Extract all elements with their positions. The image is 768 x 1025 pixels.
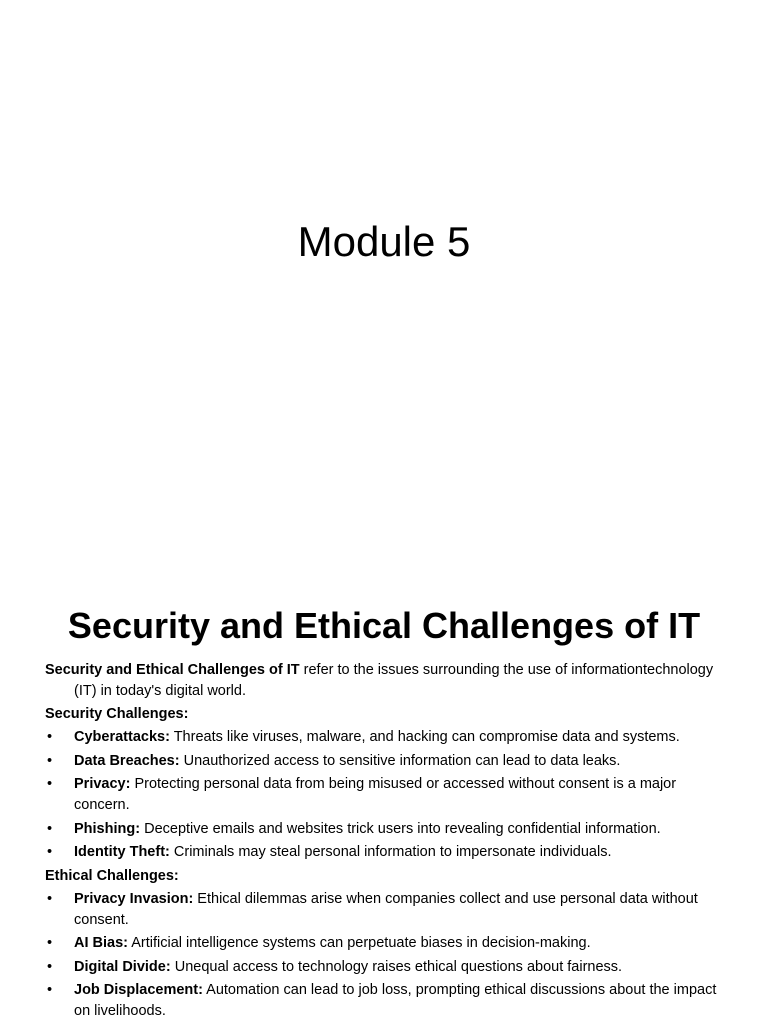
item-term: Job Displacement:: [74, 982, 203, 998]
bullet-icon: •: [47, 958, 53, 975]
list-item: [45, 751, 735, 772]
ethical-challenges-heading: Ethical Challenges:: [45, 867, 179, 884]
item-term: Identity Theft:: [74, 844, 170, 860]
security-challenges-list: [45, 727, 735, 863]
list-item: [45, 774, 735, 816]
list-item: [45, 727, 735, 748]
intro-text: refer to the issues surrounding the use of informationtechnology (IT) in today's digital world.: [74, 662, 714, 699]
list-item: [45, 980, 735, 1022]
security-challenges-heading: Security Challenges:: [45, 706, 189, 722]
bullet-icon: •: [47, 820, 53, 837]
bullet-icon: •: [47, 982, 53, 998]
item-term: Phishing:: [74, 820, 141, 837]
item-text: Deceptive emails and websites trick users into revealing confidential information.: [140, 820, 661, 837]
list-item: [45, 933, 735, 954]
slide-content: [45, 660, 735, 1025]
item-term: Privacy Invasion:: [74, 890, 194, 907]
item-text: Unequal access to technology raises ethical questions about fairness.: [170, 958, 623, 975]
item-text: Ethical dilemmas arise when companies collect and use personal data without consent.: [74, 890, 698, 928]
list-item: [45, 889, 735, 931]
bullet-icon: •: [47, 752, 53, 769]
item-term: AI Bias:: [74, 935, 128, 951]
item-text: Criminals may steal personal information to impersonate individuals.: [169, 844, 612, 860]
item-text: Automation can lead to job loss, prompting ethical discussions about the impact on livelihoods.: [74, 982, 717, 1019]
slide-title: Security and Ethical Challenges of IT: [67, 605, 701, 646]
bullet-icon: •: [47, 844, 53, 860]
list-item: [45, 842, 735, 863]
intro-term: Security and Ethical Challenges of IT: [45, 662, 300, 678]
item-text: Threats like viruses, malware, and hacking can compromise data and systems.: [169, 729, 680, 745]
item-text: Unauthorized access to sensitive information can lead to data leaks.: [179, 752, 621, 769]
item-term: Privacy:: [74, 776, 131, 792]
module-title: Module 5: [297, 218, 471, 265]
item-term: Data Breaches:: [74, 752, 180, 769]
item-term: Cyberattacks:: [74, 729, 170, 745]
ethical-challenges-list: [45, 889, 735, 1023]
bullet-icon: •: [47, 890, 53, 907]
intro-paragraph: [45, 660, 735, 702]
bullet-icon: •: [47, 776, 53, 792]
item-text: Protecting personal data from being misused or accessed without consent is a major concern.: [74, 776, 677, 813]
list-item: [45, 819, 735, 840]
item-text: Artificial intelligence systems can perpetuate biases in decision-making.: [128, 935, 591, 951]
bullet-icon: •: [47, 729, 53, 745]
list-item: [45, 957, 735, 978]
item-term: Digital Divide:: [74, 958, 171, 975]
bullet-icon: •: [47, 935, 53, 951]
